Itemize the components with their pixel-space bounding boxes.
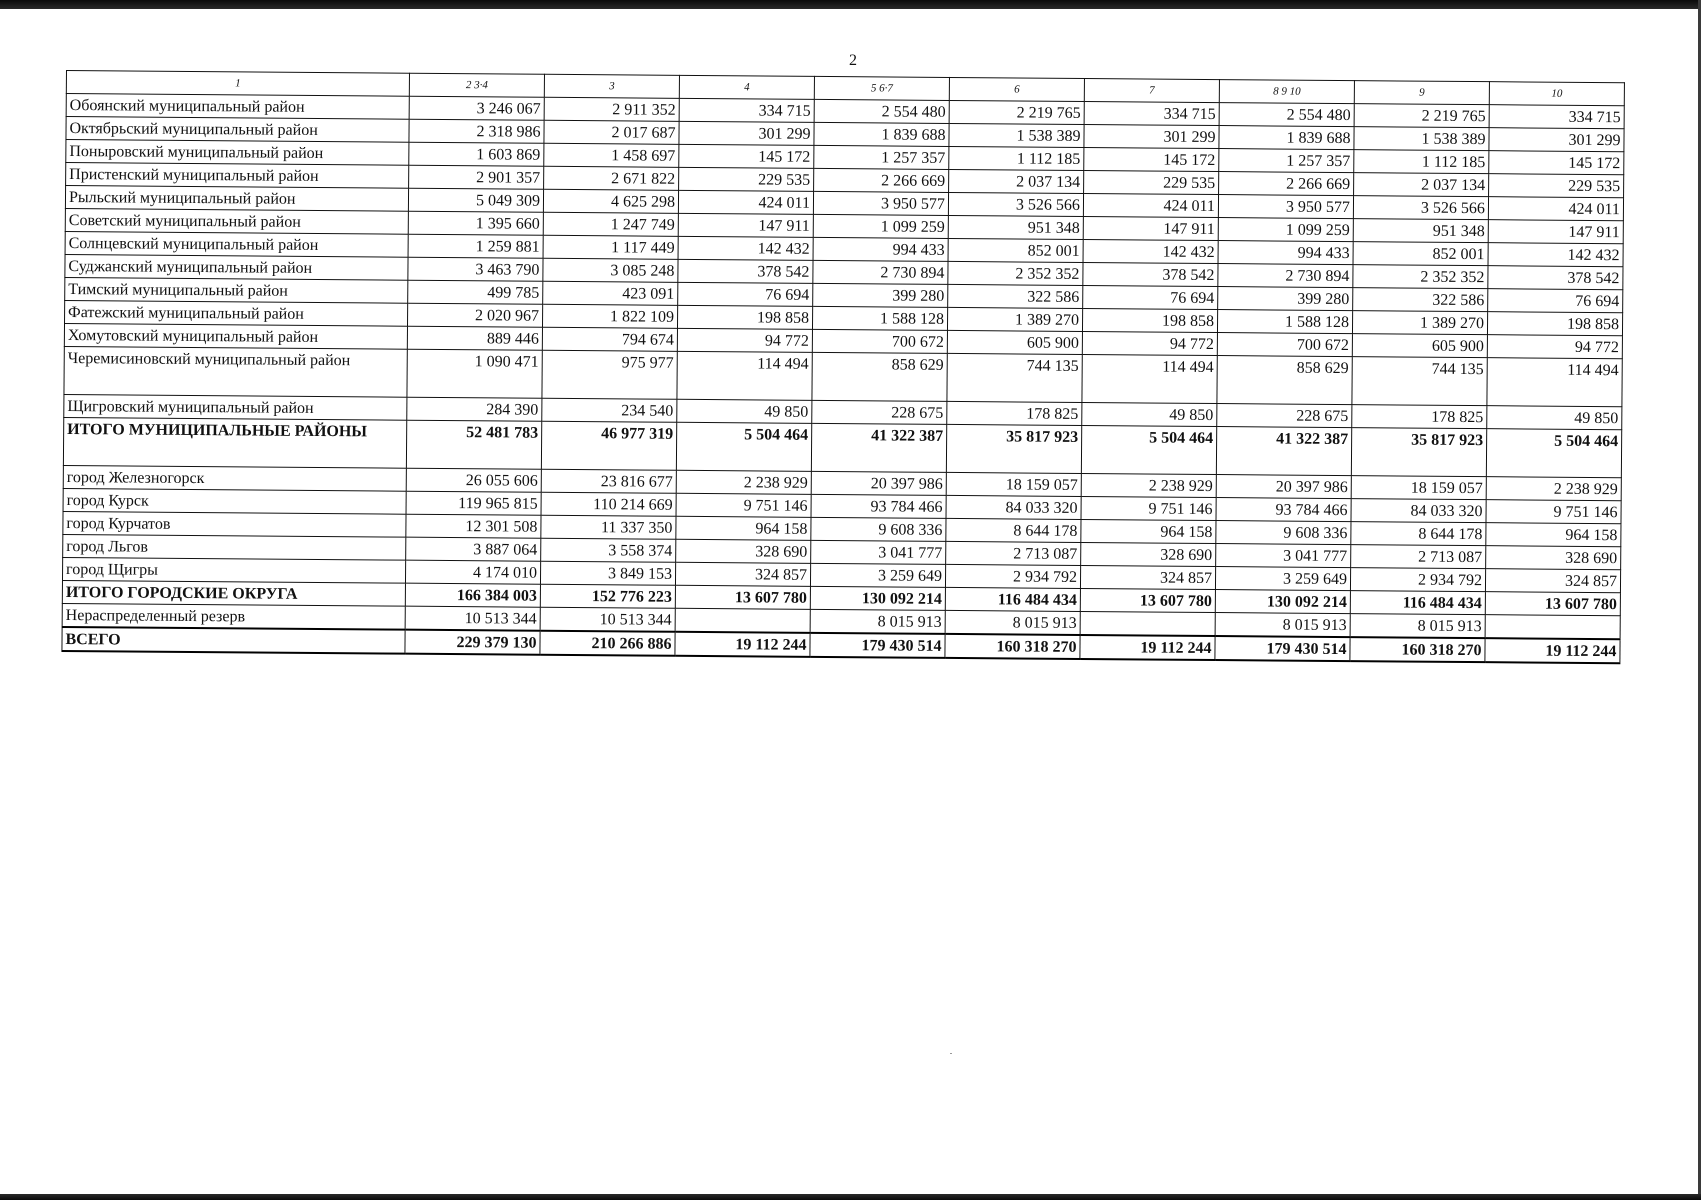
value-cell: 76 694	[1083, 285, 1218, 309]
row-name-cell: Черемисиновский муниципальный район	[64, 346, 407, 397]
value-cell: 228 675	[1217, 404, 1352, 428]
value-cell: 114 494	[1487, 358, 1622, 407]
value-cell: 2 554 480	[1219, 103, 1354, 127]
value-cell: 3 041 777	[811, 540, 946, 564]
value-cell: 13 607 780	[675, 585, 810, 609]
value-cell: 23 816 677	[541, 469, 676, 493]
value-cell: 1 395 660	[408, 211, 543, 235]
value-cell: 424 011	[1488, 197, 1623, 221]
value-cell: 2 352 352	[1353, 265, 1488, 289]
table-body	[62, 94, 1624, 664]
value-cell: 229 535	[1489, 174, 1624, 198]
value-cell: 9 751 146	[1081, 496, 1216, 520]
value-cell: 228 675	[812, 400, 947, 424]
value-cell: 147 911	[1488, 220, 1623, 244]
value-cell: 3 085 248	[543, 258, 678, 282]
row-name-cell: Поныровский муниципальный район	[66, 140, 409, 166]
value-cell: 116 484 434	[945, 587, 1080, 611]
value-cell: 1 389 270	[947, 307, 1082, 331]
row-name-cell: Обоянский муниципальный район	[66, 94, 409, 120]
value-cell: 378 542	[1083, 262, 1218, 286]
value-cell	[1080, 611, 1215, 636]
value-cell: 2 901 357	[409, 165, 544, 189]
value-cell: 2 219 765	[1354, 104, 1489, 128]
value-cell: 198 858	[1487, 312, 1622, 336]
value-cell: 852 001	[1353, 242, 1488, 266]
value-cell: 94 772	[677, 328, 812, 352]
row-name-cell: город Железногорск	[63, 465, 406, 491]
value-cell: 46 977 319	[541, 421, 676, 470]
value-cell: 605 900	[947, 330, 1082, 354]
row-name-cell: Тимский муниципальный район	[65, 277, 408, 303]
value-cell: 324 857	[1485, 569, 1620, 593]
value-cell: 2 037 134	[949, 169, 1084, 193]
value-cell: 3 849 153	[540, 561, 675, 585]
value-cell: 19 112 244	[1485, 638, 1620, 663]
value-cell: 8 015 913	[945, 610, 1080, 635]
value-cell: 951 348	[948, 215, 1083, 239]
value-cell: 322 586	[1353, 288, 1488, 312]
value-cell: 5 049 309	[408, 188, 543, 212]
value-cell: 1 090 471	[407, 349, 542, 398]
value-cell: 424 011	[678, 190, 813, 214]
value-cell: 114 494	[677, 351, 812, 400]
column-header: 7	[1084, 78, 1219, 102]
row-name-cell: Пристенский муниципальный район	[66, 163, 409, 189]
value-cell: 84 033 320	[1351, 499, 1486, 523]
value-cell: 378 542	[1488, 266, 1623, 290]
value-cell: 499 785	[408, 280, 543, 304]
value-cell: 49 850	[1487, 406, 1622, 430]
value-cell: 2 266 669	[1219, 172, 1354, 196]
row-name-cell: Нераспределенный резерв	[62, 603, 405, 629]
value-cell: 2 352 352	[948, 261, 1083, 285]
value-cell: 11 337 350	[541, 515, 676, 539]
row-name-cell: Рыльский муниципальный район	[65, 186, 408, 212]
value-cell: 1 257 357	[814, 145, 949, 169]
value-cell: 423 091	[543, 281, 678, 305]
value-cell: 130 092 214	[1215, 590, 1350, 614]
value-cell: 229 535	[679, 167, 814, 191]
value-cell: 1 112 185	[1354, 150, 1489, 174]
value-cell: 49 850	[677, 399, 812, 423]
value-cell: 700 672	[812, 329, 947, 353]
column-header: 1	[66, 71, 409, 97]
value-cell: 324 857	[675, 562, 810, 586]
value-cell: 26 055 606	[406, 468, 541, 492]
value-cell: 301 299	[1084, 124, 1219, 148]
value-cell: 2 037 134	[1354, 173, 1489, 197]
value-cell: 334 715	[1084, 101, 1219, 125]
value-cell: 4 625 298	[543, 189, 678, 213]
value-cell: 1 099 259	[1218, 218, 1353, 242]
value-cell: 10 513 344	[540, 607, 675, 632]
value-cell: 1 257 357	[1219, 149, 1354, 173]
value-cell: 94 772	[1082, 331, 1217, 355]
value-cell: 4 174 010	[405, 560, 540, 584]
value-cell: 2 238 929	[676, 470, 811, 494]
value-cell: 10 513 344	[405, 606, 540, 631]
value-cell: 858 629	[812, 352, 947, 401]
value-cell: 3 259 649	[810, 563, 945, 587]
value-cell: 951 348	[1353, 219, 1488, 243]
value-cell: 3 041 777	[1216, 544, 1351, 568]
value-cell: 9 751 146	[1486, 500, 1621, 524]
value-cell: 145 172	[679, 144, 814, 168]
value-cell: 8 015 913	[1350, 614, 1485, 639]
value-cell: 2 020 967	[407, 303, 542, 327]
scan-edge-top	[0, 0, 1701, 9]
value-cell: 52 481 783	[406, 420, 541, 469]
value-cell: 35 817 923	[946, 424, 1081, 473]
value-cell: 1 822 109	[542, 304, 677, 328]
value-cell: 179 430 514	[1215, 636, 1350, 661]
value-cell: 178 825	[1352, 405, 1487, 429]
value-cell: 76 694	[678, 282, 813, 306]
row-name-cell: ВСЕГО	[62, 627, 405, 654]
value-cell: 20 397 986	[811, 471, 946, 495]
value-cell: 1 117 449	[543, 235, 678, 259]
value-cell: 1 538 389	[949, 123, 1084, 147]
value-cell: 2 017 687	[544, 120, 679, 144]
value-cell: 18 159 057	[1351, 476, 1486, 500]
value-cell: 3 259 649	[1215, 567, 1350, 591]
value-cell: 2 238 929	[1081, 473, 1216, 497]
value-cell: 3 246 067	[409, 96, 544, 120]
value-cell: 93 784 466	[811, 494, 946, 518]
column-header: 3	[544, 74, 679, 98]
row-name-cell: город Щигры	[62, 557, 405, 583]
value-cell: 229 379 130	[405, 630, 540, 655]
value-cell: 328 690	[1081, 542, 1216, 566]
value-cell: 2 730 894	[1218, 264, 1353, 288]
value-cell: 2 318 986	[409, 119, 544, 143]
value-cell: 147 911	[678, 213, 813, 237]
value-cell	[675, 608, 810, 633]
value-cell: 8 015 913	[1215, 613, 1350, 638]
value-cell: 84 033 320	[946, 495, 1081, 519]
value-cell	[1485, 615, 1620, 640]
value-cell: 2 219 765	[949, 100, 1084, 124]
value-cell: 1 247 749	[543, 212, 678, 236]
value-cell: 334 715	[1489, 105, 1624, 129]
value-cell: 8 015 913	[810, 609, 945, 634]
value-cell: 3 950 577	[1218, 195, 1353, 219]
value-cell: 1 112 185	[949, 146, 1084, 170]
column-header: 6	[949, 77, 1084, 101]
value-cell: 852 001	[948, 238, 1083, 262]
value-cell: 378 542	[678, 259, 813, 283]
value-cell: 19 112 244	[675, 632, 810, 657]
value-cell: 152 776 223	[540, 584, 675, 608]
value-cell: 142 432	[1083, 239, 1218, 263]
page-number: 2	[849, 52, 857, 69]
value-cell: 9 751 146	[676, 493, 811, 517]
value-cell: 2 911 352	[544, 97, 679, 121]
value-cell: 114 494	[1082, 354, 1217, 403]
value-cell: 198 858	[677, 305, 812, 329]
value-cell: 1 603 869	[409, 142, 544, 166]
value-cell: 9 608 336	[1216, 521, 1351, 545]
value-cell: 994 433	[1218, 241, 1353, 265]
value-cell: 3 526 566	[948, 192, 1083, 216]
value-cell: 198 858	[1082, 308, 1217, 332]
value-cell: 964 158	[1486, 523, 1621, 547]
value-cell: 130 092 214	[810, 586, 945, 610]
value-cell: 2 730 894	[813, 260, 948, 284]
row-name-cell: Щигровский муниципальный район	[64, 394, 407, 420]
value-cell: 41 322 387	[1216, 427, 1351, 476]
value-cell: 2 554 480	[814, 99, 949, 123]
row-name-cell: Советский муниципальный район	[65, 208, 408, 234]
value-cell: 76 694	[1488, 289, 1623, 313]
value-cell: 3 887 064	[406, 537, 541, 561]
value-cell: 744 135	[947, 353, 1082, 402]
column-header: 4	[679, 75, 814, 99]
value-cell: 179 430 514	[810, 633, 945, 658]
value-cell: 119 965 815	[406, 491, 541, 515]
value-cell: 1 458 697	[544, 143, 679, 167]
value-cell: 2 671 822	[544, 166, 679, 190]
value-cell: 145 172	[1084, 147, 1219, 171]
value-cell: 424 011	[1083, 193, 1218, 217]
row-name-cell: Солнцевский муниципальный район	[65, 231, 408, 257]
value-cell: 322 586	[948, 284, 1083, 308]
row-name-cell: Хомутовский муниципальный район	[64, 323, 407, 349]
row-name-cell: город Льгов	[63, 534, 406, 560]
value-cell: 178 825	[947, 401, 1082, 425]
value-cell: 147 911	[1083, 216, 1218, 240]
value-cell: 975 977	[542, 350, 677, 399]
value-cell: 605 900	[1352, 334, 1487, 358]
value-cell: 229 535	[1084, 170, 1219, 194]
column-header: 2 3·4	[409, 73, 544, 97]
value-cell: 20 397 986	[1216, 475, 1351, 499]
value-cell: 328 690	[1486, 546, 1621, 570]
column-header: 10	[1489, 82, 1624, 106]
value-cell: 5 504 464	[676, 422, 811, 471]
value-cell: 964 158	[1081, 519, 1216, 543]
value-cell: 1 538 389	[1354, 127, 1489, 151]
value-cell: 2 934 792	[945, 564, 1080, 588]
value-cell: 160 318 270	[1350, 637, 1485, 662]
column-header: 5 6·7	[814, 76, 949, 100]
value-cell: 41 322 387	[811, 423, 946, 472]
value-cell: 116 484 434	[1350, 591, 1485, 615]
value-cell: 1 389 270	[1352, 311, 1487, 335]
value-cell: 13 607 780	[1485, 592, 1620, 616]
value-cell: 145 172	[1489, 151, 1624, 175]
value-cell: 49 850	[1082, 402, 1217, 426]
row-name-cell: Суджанский муниципальный район	[65, 254, 408, 280]
value-cell: 8 644 178	[946, 518, 1081, 542]
value-cell: 284 390	[407, 397, 542, 421]
value-cell: 142 432	[1488, 243, 1623, 267]
value-cell: 18 159 057	[946, 472, 1081, 496]
value-cell: 324 857	[1080, 565, 1215, 589]
value-cell: 1 839 688	[1219, 126, 1354, 150]
value-cell: 3 558 374	[541, 538, 676, 562]
value-cell: 794 674	[542, 327, 677, 351]
budget-table	[61, 70, 1625, 664]
scan-edge-bottom	[0, 1194, 1701, 1200]
value-cell: 93 784 466	[1216, 498, 1351, 522]
scan-speck	[950, 1053, 952, 1054]
value-cell: 301 299	[1489, 128, 1624, 152]
value-cell: 858 629	[1217, 356, 1352, 405]
value-cell: 110 214 669	[541, 492, 676, 516]
value-cell: 5 504 464	[1486, 429, 1621, 478]
value-cell: 13 607 780	[1080, 588, 1215, 612]
value-cell: 94 772	[1487, 335, 1622, 359]
row-name-cell: Октябрьский муниципальный район	[66, 117, 409, 143]
value-cell: 160 318 270	[945, 634, 1080, 659]
row-name-cell: ИТОГО МУНИЦИПАЛЬНЫЕ РАЙОНЫ	[63, 417, 406, 468]
row-name-cell: город Курчатов	[63, 511, 406, 537]
value-cell: 964 158	[676, 516, 811, 540]
value-cell: 399 280	[1218, 287, 1353, 311]
row-name-cell: ИТОГО ГОРОДСКИЕ ОКРУГА	[62, 580, 405, 606]
value-cell: 234 540	[542, 398, 677, 422]
value-cell: 399 280	[813, 283, 948, 307]
value-cell: 2 713 087	[1351, 545, 1486, 569]
value-cell: 1 099 259	[813, 214, 948, 238]
value-cell: 1 588 128	[812, 306, 947, 330]
value-cell: 1 588 128	[1217, 310, 1352, 334]
value-cell: 700 672	[1217, 333, 1352, 357]
value-cell: 142 432	[678, 236, 813, 260]
value-cell: 5 504 464	[1081, 425, 1216, 474]
value-cell: 12 301 508	[406, 514, 541, 538]
column-header: 8 9 10	[1219, 80, 1354, 104]
value-cell: 889 446	[407, 326, 542, 350]
value-cell: 35 817 923	[1351, 428, 1486, 477]
value-cell: 19 112 244	[1080, 635, 1215, 660]
value-cell: 2 238 929	[1486, 477, 1621, 501]
value-cell: 166 384 003	[405, 583, 540, 607]
value-cell: 9 608 336	[811, 517, 946, 541]
value-cell: 8 644 178	[1351, 522, 1486, 546]
value-cell: 301 299	[679, 121, 814, 145]
value-cell: 2 713 087	[946, 541, 1081, 565]
value-cell: 1 259 881	[408, 234, 543, 258]
value-cell: 2 266 669	[814, 168, 949, 192]
value-cell: 3 526 566	[1353, 196, 1488, 220]
value-cell: 744 135	[1352, 357, 1487, 406]
value-cell: 3 463 790	[408, 257, 543, 281]
value-cell: 334 715	[679, 98, 814, 122]
row-name-cell: Фатежский муниципальный район	[65, 300, 408, 326]
value-cell: 1 839 688	[814, 122, 949, 146]
value-cell: 994 433	[813, 237, 948, 261]
value-cell: 2 934 792	[1350, 568, 1485, 592]
column-header: 9	[1354, 81, 1489, 105]
row-name-cell: город Курск	[63, 488, 406, 514]
value-cell: 3 950 577	[813, 191, 948, 215]
value-cell: 210 266 886	[540, 631, 675, 656]
value-cell: 328 690	[676, 539, 811, 563]
